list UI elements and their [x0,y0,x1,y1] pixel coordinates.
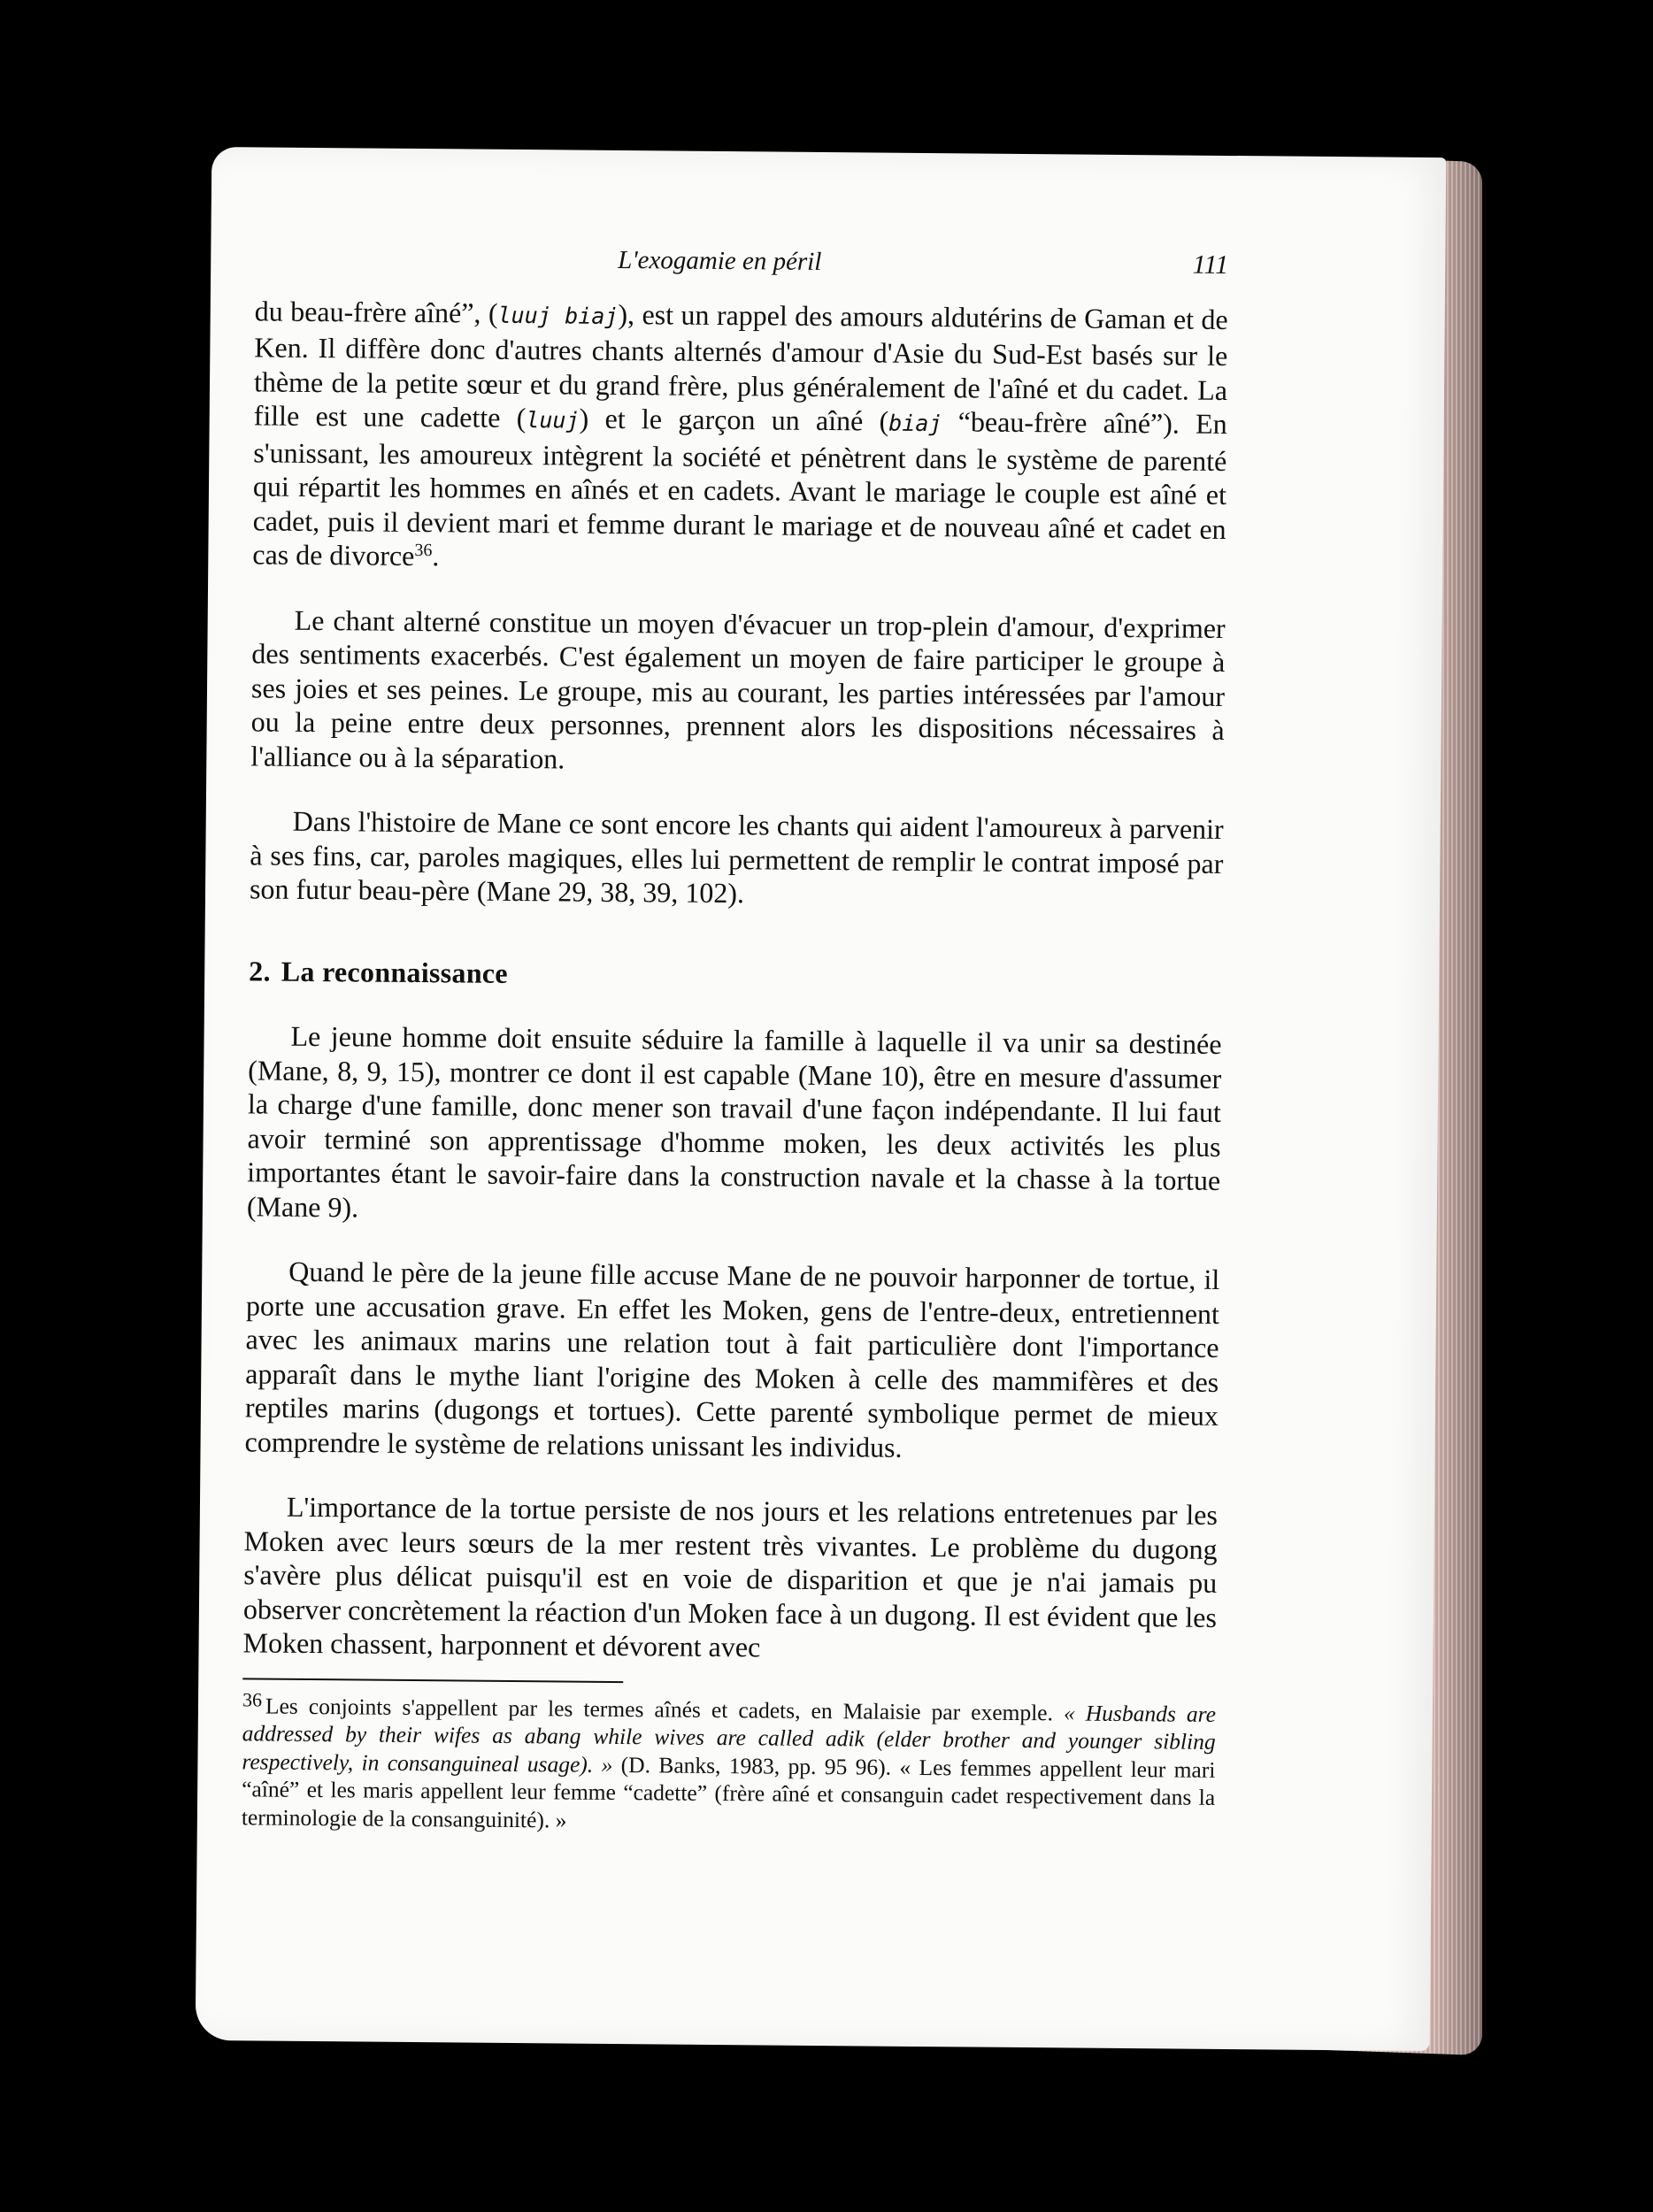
footnote-reference[interactable]: 36 [414,540,433,561]
text-run: “beau-frère aîné”). En s'unissant, les amoureux intègrent la société et pénètrent dans le système de parenté qui répartit les hommes en aînés et en cadets. Avant le mariage le couple est aîné et cadet, puis il devient mari et femme durant le mariage et de nouveau aîné et cadet en cas de divorce [252,405,1227,572]
page-text [242,240,1229,1839]
footnote-text: Les conjoints s'appellent par les termes aînés et cadets, en Malaisie par exemple. [265,1693,1054,1725]
moken-term: biaj [888,410,942,437]
running-header [255,240,1228,282]
page-number: 111 [1192,250,1229,280]
text-run: ) et le garçon un aîné ( [579,402,889,437]
footnote-text-continued: (D. Banks, 1983, pp. 95 96). « Les femmes appellent leur mari “aîné” et les maris appellent leur femme “cadette” (frère aîné et consanguin cadet respectivement dans la terminologie de la consanguinité). » [241,1751,1216,1833]
section-number: 2. [249,954,272,987]
section-title: La reconnaissance [281,955,509,989]
moken-term: luuj [526,407,580,434]
paragraph-3: Dans l'histoire de Mane ce sont encore les chants qui aident l'amoureux à parvenir à ses fins, car, paroles magiques, elles lui permettent de remplir le contrat imposé par son futur beau-père (Mane 29, 38, 39, 102). [249,804,1224,910]
footnote-divider [242,1678,623,1683]
footnote-number: 36 [242,1687,263,1711]
footnote-36 [241,1687,1217,1839]
text-run: . [432,540,440,572]
text-run: du beau-frère aîné”, ( [254,294,498,329]
paragraph-2: Le chant alterné constitue un moyen d'évacuer un trop-plein d'amour, d'exprimer des sentiments exacerbés. C'est également un moyen de faire participer le groupe à ses joies et ses peines. Le groupe, mis au courant, les parties intéressées par l'amour ou la peine entre deux personnes, prennent alors les dispositions nécessaires à l'alliance ou à la séparation. [250,603,1226,774]
paragraph-1 [252,294,1228,580]
book-page [196,147,1447,2051]
paragraph-4: Le jeune homme doit ensuite séduire la famille à laquelle il va unir sa destinée (Mane, 8, 9, 15), montrer ce dont il est capable (Mane 10), être en mesure d'assumer la charge d'une famille, donc mener son travail d'une façon indépendante. Il lui faut avoir terminé son apprentissage d'homme moken, les deux activités les plus importantes étant le savoir-faire dans la construction navale et la chasse à la tortue (Mane 9). [246,1019,1222,1223]
paragraph-5: Quand le père de la jeune fille accuse Mane de ne pouvoir harponner de tortue, il porte une accusation grave. En effet les Moken, gens de l'entre-deux, entretiennent avec les animaux marins une relation tout à fait particulière dont l'importance apparaît dans le mythe liant l'origine des Moken à celle des mammifères et des reptiles marins (dugongs et tortues). Cette parenté symbolique permet de mieux comprendre le système de relations unissant les individus. [244,1255,1220,1463]
paragraph-6: L'importance de la tortue persiste de nos jours et les relations entretenues par les Moken avec leurs sœurs de la mer restent très vivantes. Le problème du dugong s'avère plus délicat puisqu'il est en voie de disparition et que je n'ai jamais pu observer concrètement la réaction d'un Moken face à un dugong. Il est évident que les Moken chassent, harponnent et dévorent avec [242,1490,1219,1663]
moken-term: luuj biaj [497,302,619,329]
text-run: ), est un rappel des amours aldutérins de Gaman et de Ken. Il diffère donc d'autres chants alternés d'amour d'Asie du Sud-Est basés sur le thème de la petite sœur et du grand frère, plus généralement de l'aîné et du cadet. La fille est une cadette ( [253,297,1228,434]
section-heading [249,954,1222,996]
running-title: L'exogamie en péril [618,245,822,276]
footnote-quote: « Husbands are addressed by their wifes as abang while wives are called adik (elder brother and younger sibling respectively, in consanguineal usage). » [242,1699,1217,1778]
